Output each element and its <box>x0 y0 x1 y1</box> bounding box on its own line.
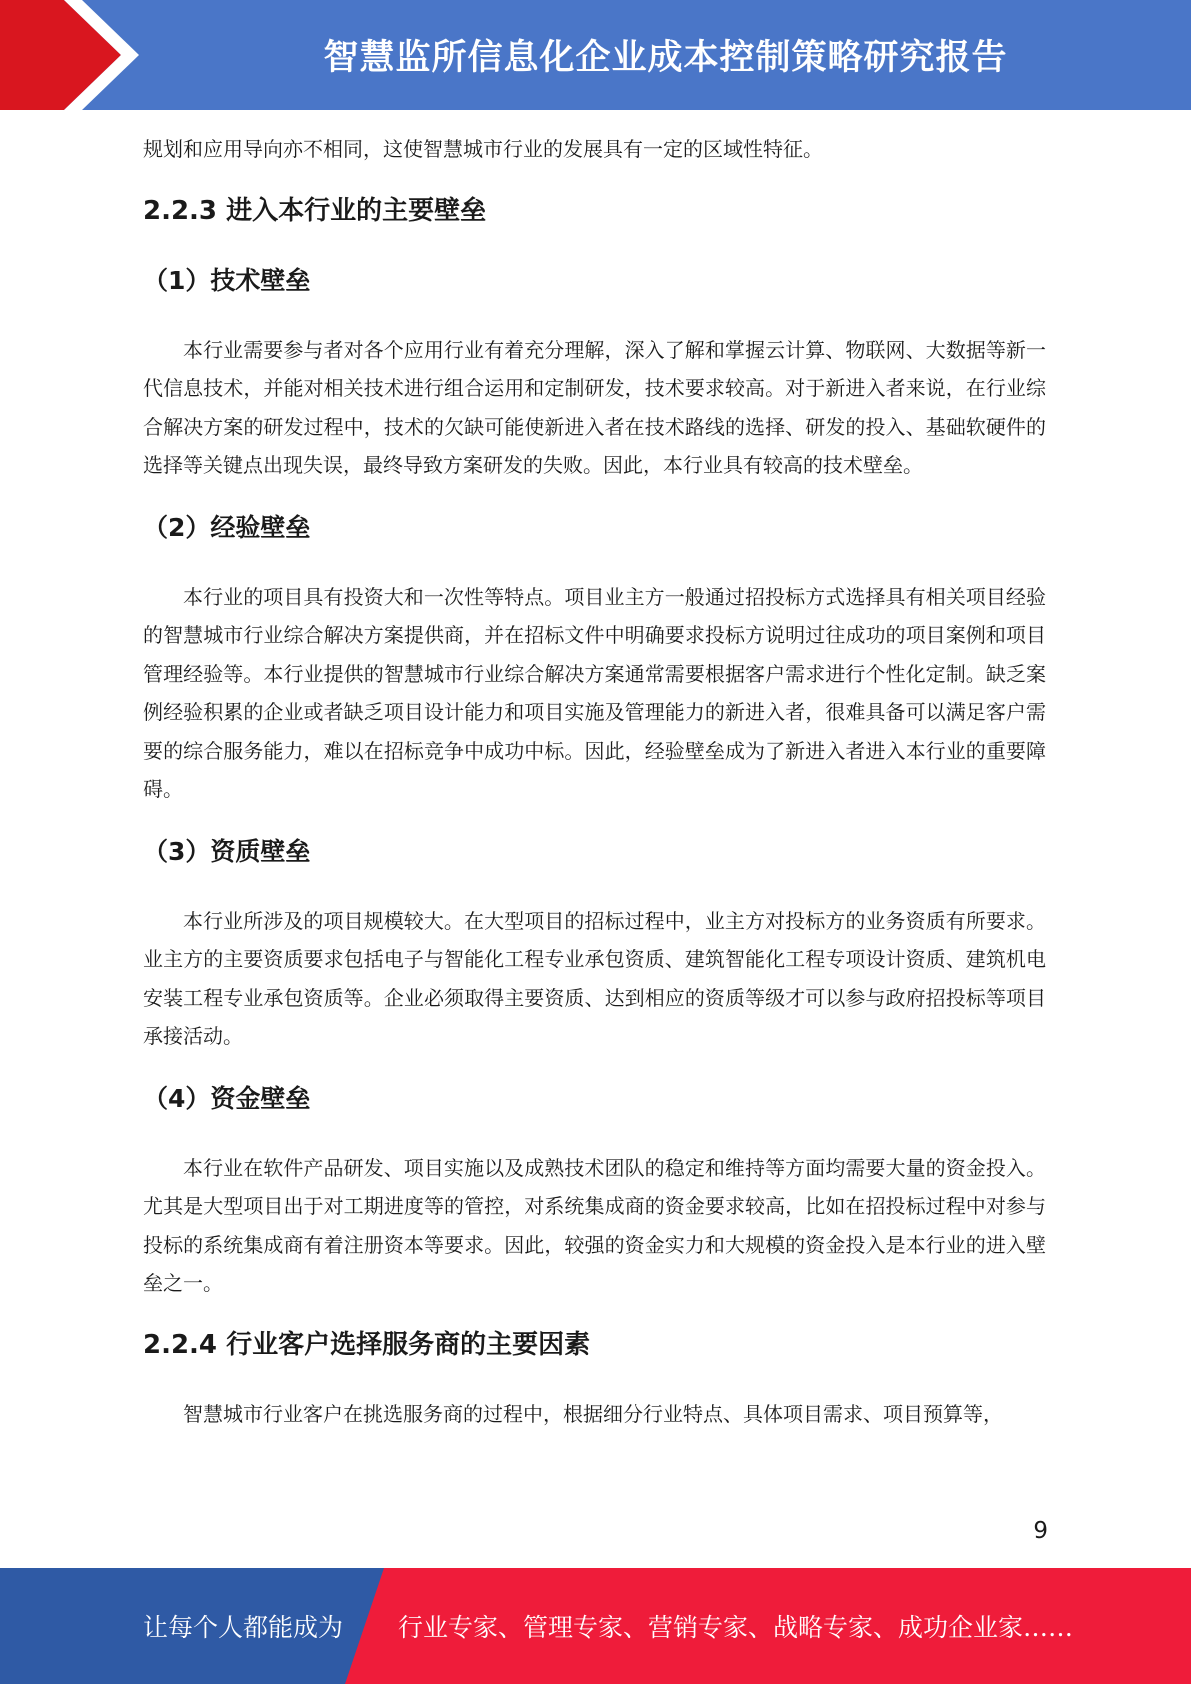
document-body <box>143 130 1046 1433</box>
report-title: 智慧监所信息化企业成本控制策略研究报告 <box>323 38 1008 78</box>
section-heading-2-2-4: 2.2.4 行业客户选择服务商的主要因素 <box>143 1329 591 1360</box>
header-red-chevron <box>0 0 150 110</box>
section-heading-2-2-3: 2.2.3 进入本行业的主要壁垒 <box>143 195 487 226</box>
paragraph-qualification-barrier: 本行业所涉及的项目规模较大。在大型项目的招标过程中，业主方对投标方的业务资质有所要求。业主方的主要资质要求包括电子与智能化工程专业承包资质、建筑智能化工程专项设计资质、建筑机电安装工程专业承包资质等。企业必须取得主要资质、达到相应的资质等级才可以参与政府招投标等项目承接活动。 <box>143 908 1046 1048</box>
paragraph-experience-barrier: 本行业的项目具有投资大和一次性等特点。项目业主方一般通过招投标方式选择具有相关项目经验的智慧城市行业综合解决方案提供商，并在招标文件中明确要求投标方说明过往成功的项目案例和项目管理经验等。本行业提供的智慧城市行业综合解决方案通常需要根据客户需求进行个性化定制。缺乏案例经验积累的企业或者缺乏项目设计能力和项目实施及管理能力的新进入者，很难具备可以满足客户需要的综合服务能力，难以在招标竞争中成功中标。因此，经验壁垒成为了新进入者进入本行业的重要障碍。 <box>143 584 1046 801</box>
footer-slogan-right: 行业专家、管理专家、营销专家、战略专家、成功企业家…… <box>398 1613 1074 1642</box>
footer-slogan-left: 让每个人都能成为 <box>143 1613 344 1642</box>
paragraph-technical-barrier: 本行业需要参与者对各个应用行业有着充分理解，深入了解和掌握云计算、物联网、大数据等新一代信息技术，并能对相关技术进行组合运用和定制研发，技术要求较高。对于新进入者来说，在行业综合解决方案的研发过程中，技术的欠缺可能使新进入者在技术路线的选择、研发的投入、基础软硬件的选择等关键点出现失误，最终导致方案研发的失败。因此，本行业具有较高的技术壁垒。 <box>143 337 1046 477</box>
subheading-qualification-barrier: （3）资质壁垒 <box>143 836 311 866</box>
intro-paragraph: 规划和应用导向亦不相同，这使智慧城市行业的发展具有一定的区域性特征。 <box>143 137 823 161</box>
paragraph-customer-selection: 智慧城市行业客户在挑选服务商的过程中，根据细分行业特点、具体项目需求、项目预算等， <box>183 1401 1003 1426</box>
paragraph-capital-barrier: 本行业在软件产品研发、项目实施以及成熟技术团队的稳定和维持等方面均需要大量的资金投入。尤其是大型项目出于对工期进度等的管控，对系统集成商的资金要求较高，比如在招投标过程中对参与投标的系统集成商有着注册资本等要求。因此，较强的资金实力和大规模的资金投入是本行业的进入壁垒之一。 <box>143 1155 1046 1295</box>
subheading-capital-barrier: （4）资金壁垒 <box>143 1083 311 1113</box>
page-footer <box>0 1568 1191 1684</box>
subheading-technical-barrier: （1）技术壁垒 <box>143 265 311 295</box>
page-header <box>0 0 1191 110</box>
page-number: 9 <box>1033 1518 1048 1544</box>
subheading-experience-barrier: （2）经验壁垒 <box>143 512 311 542</box>
